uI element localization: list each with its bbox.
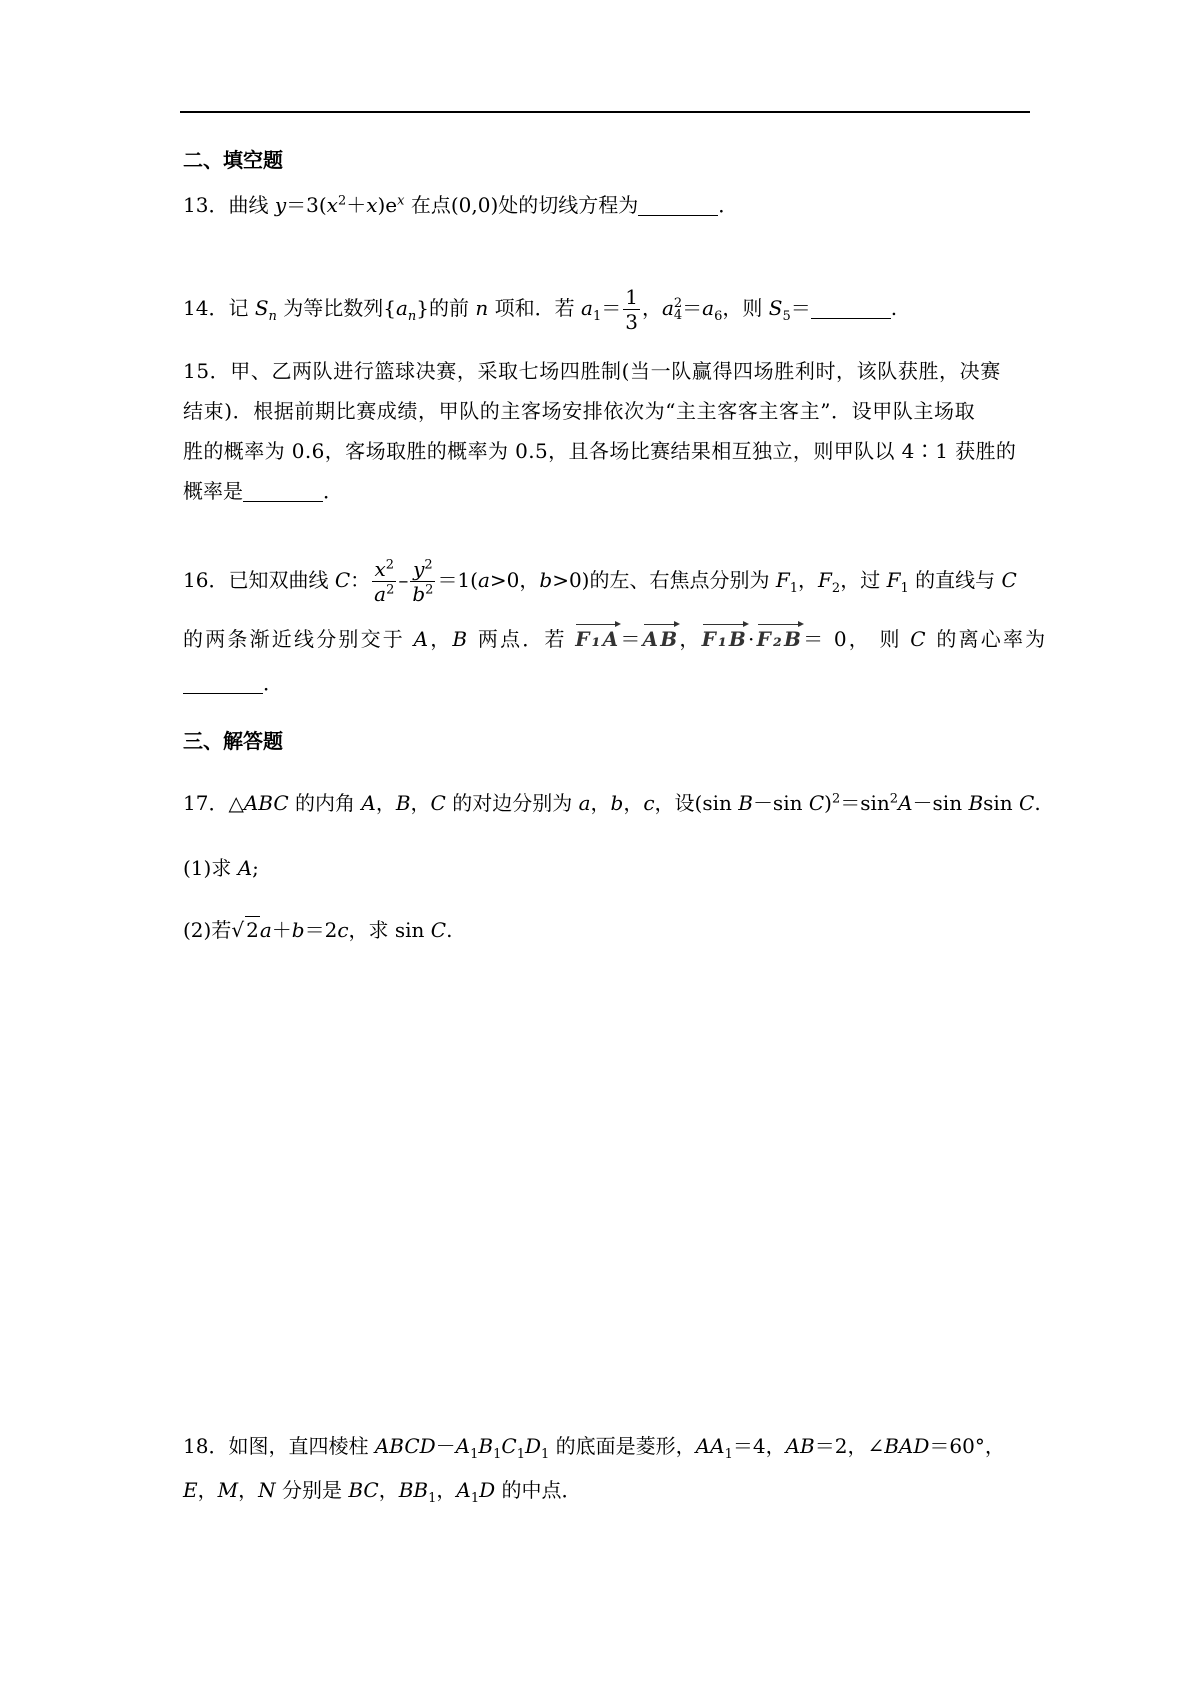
fraction-one-third: $\frac{1}{3}$ (625, 285, 638, 334)
question-17: 17．△ABC 的内角 A，B，C 的对边分别为 a，b，c，设(sin B－sin $C)^2=\sin^2A-\sin$ Bsin C. (183, 791, 1041, 815)
answer-blank[interactable] (811, 298, 891, 319)
question-15-line-3: 胜的概率为 0.6，客场取胜的概率为 0.5，且各场比赛结果相互独立，则甲队以 4∶1 获胜的 (183, 439, 1017, 463)
question-16-line-2: 的两条渐近线分别交于 A，B 两点．若 F₁A＝AB，F₁B·F₂B＝ 0， 则 C 的离心率为 (183, 627, 1048, 651)
question-18-line-2: E，M，N 分别是 BC，$BB_1$，$A_1D$ 的中点． (183, 1478, 582, 1506)
question-17-part-2: (2)若√ 2a＋b＝2c，求 sin C. (183, 918, 453, 942)
section-title-fill-in: 二、填空题 (183, 148, 283, 172)
question-17-part-1: (1)求 A; (183, 856, 259, 880)
question-16-line-3: ． (183, 670, 283, 696)
question-15-line-4: 概率是 ． (183, 479, 343, 503)
question-16-line-1: 16．已知双曲线 C： $\frac{x^2}{a^2}$ – $\frac{y^2}{b^2}$ ＝1(a>0，b>0)的左、右焦点分别为 $F_1$，$F_2$，过 $F_1$ 的直线与 C (183, 557, 1017, 606)
fraction-x2-a2: $\frac{x^2}{a^2}$ (374, 557, 395, 606)
answer-blank[interactable] (243, 481, 323, 502)
question-13: 13．曲线 $y=3(x^2+x)e^x$ 在点(0,0)处的切线方程为 ． (183, 193, 739, 217)
fraction-y2-b2: $\frac{y^2}{b^2}$ (412, 557, 434, 606)
question-14: 14．记 $S_n$ 为等比数列$\{a_n\}$的前 n 项和．若 $a_1=$ $\frac{1}{3}$ ，a 2 4 $=a_6$，则 $S_5=$ . (183, 285, 898, 334)
question-18-line-1: 18．如图，直四棱柱 $ABCD-A_1B_1C_1D_1$ 的底面是菱形，$AA_1=4$，AB＝2，∠BAD＝60°， (183, 1434, 1005, 1462)
header-rule (180, 111, 1030, 113)
question-15-line-1: 15．甲、乙两队进行篮球决赛，采取七场四胜制(当一队赢得四场胜利时，该队获胜，决赛 (183, 359, 1001, 383)
vector-F1A: F₁A (575, 627, 621, 651)
vector-F1B: F₁B (701, 627, 749, 651)
question-15-line-2: 结束)．根据前期比赛成绩，甲队的主客场安排依次为“主主客客主客主”．设甲队主场取 (183, 399, 976, 423)
section-title-solutions: 三、解答题 (183, 729, 283, 753)
answer-blank[interactable] (638, 195, 718, 216)
vector-AB: AB (642, 627, 680, 651)
vector-F2B: F₂B (756, 627, 804, 651)
answer-blank[interactable] (183, 673, 263, 694)
sqrt-symbol: √ (231, 918, 245, 942)
